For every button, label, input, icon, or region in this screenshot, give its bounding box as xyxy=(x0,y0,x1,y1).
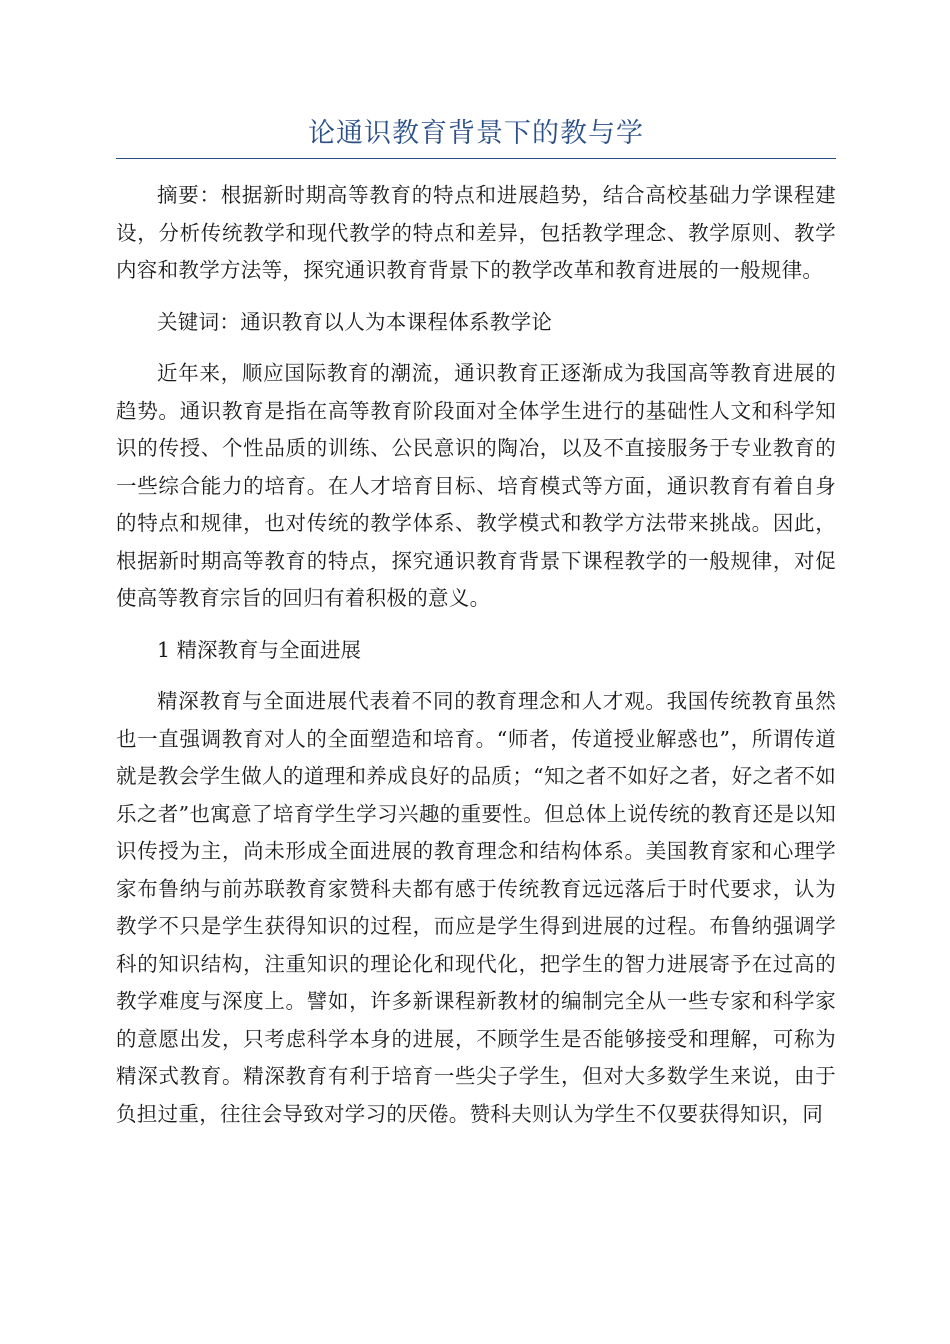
section-heading: 1 精深教育与全面进展 xyxy=(157,637,362,662)
keywords-paragraph: 关键词：通识教育以人为本课程体系教学论 xyxy=(157,309,553,334)
document-title: 论通识教育背景下的教与学 xyxy=(308,118,644,149)
abstract-paragraph: 摘要：根据新时期高等教育的特点和进展趋势，结合高校基础力学课程建设，分析传统教学和现代教学的特点和差异，包括教学理念、教学原则、教学内容和教学方法等，探究通识教育背景下的教学改革和教育进展的一般规律。 xyxy=(116,183,836,282)
section-body-paragraph: 精深教育与全面进展代表着不同的教育理念和人才观。我国传统教育虽然也一直强调教育对人的全面塑造和培育。“师者，传道授业解惑也”，所谓传道就是教会学生做人的道理和养成良好的品质；“知之者不如好之者，好之者不如乐之者”也寓意了培育学生学习兴趣的重要性。但总体上说传统的教育还是以知识传授为主，尚未形成全面进展的教育理念和结构体系。美国教育家和心理学家布鲁纳与前苏联教育家赞科夫都有感于传统教育远远落后于时代要求，认为教学不只是学生获得知识的过程，而应是学生得到进展的过程。布鲁纳强调学科的知识结构，注重知识的理论化和现代化，把学生的智力进展寄予在过高的教学难度与深度上。譬如，许多新课程新教材的编制完全从一些专家和科学家的意愿出发，只考虑科学本身的进展，不顾学生是否能够接受和理解，可称为精深式教育。精深教育有利于培育一些尖子学生，但对大多数学生来说，由于负担过重，往往会导致对学习的厌倦。赞科夫则认为学生不仅要获得知识，同 xyxy=(116,689,836,1126)
document-page xyxy=(116,100,836,1147)
intro-paragraph: 近年来，顺应国际教育的潮流，通识教育正逐渐成为我国高等教育进展的趋势。通识教育是指在高等教育阶段面对全体学生进行的基础性人文和科学知识的传授、个性品质的训练、公民意识的陶冶，以及不直接服务于专业教育的一些综合能力的培育。在人才培育目标、培育模式等方面，通识教育有着自身的特点和规律，也对传统的教学体系、教学模式和教学方法带来挑战。因此，根据新时期高等教育的特点，探究通识教育背景下课程教学的一般规律，对促使高等教育宗旨的回归有着积极的意义。 xyxy=(116,361,836,610)
title-underline xyxy=(116,158,836,159)
